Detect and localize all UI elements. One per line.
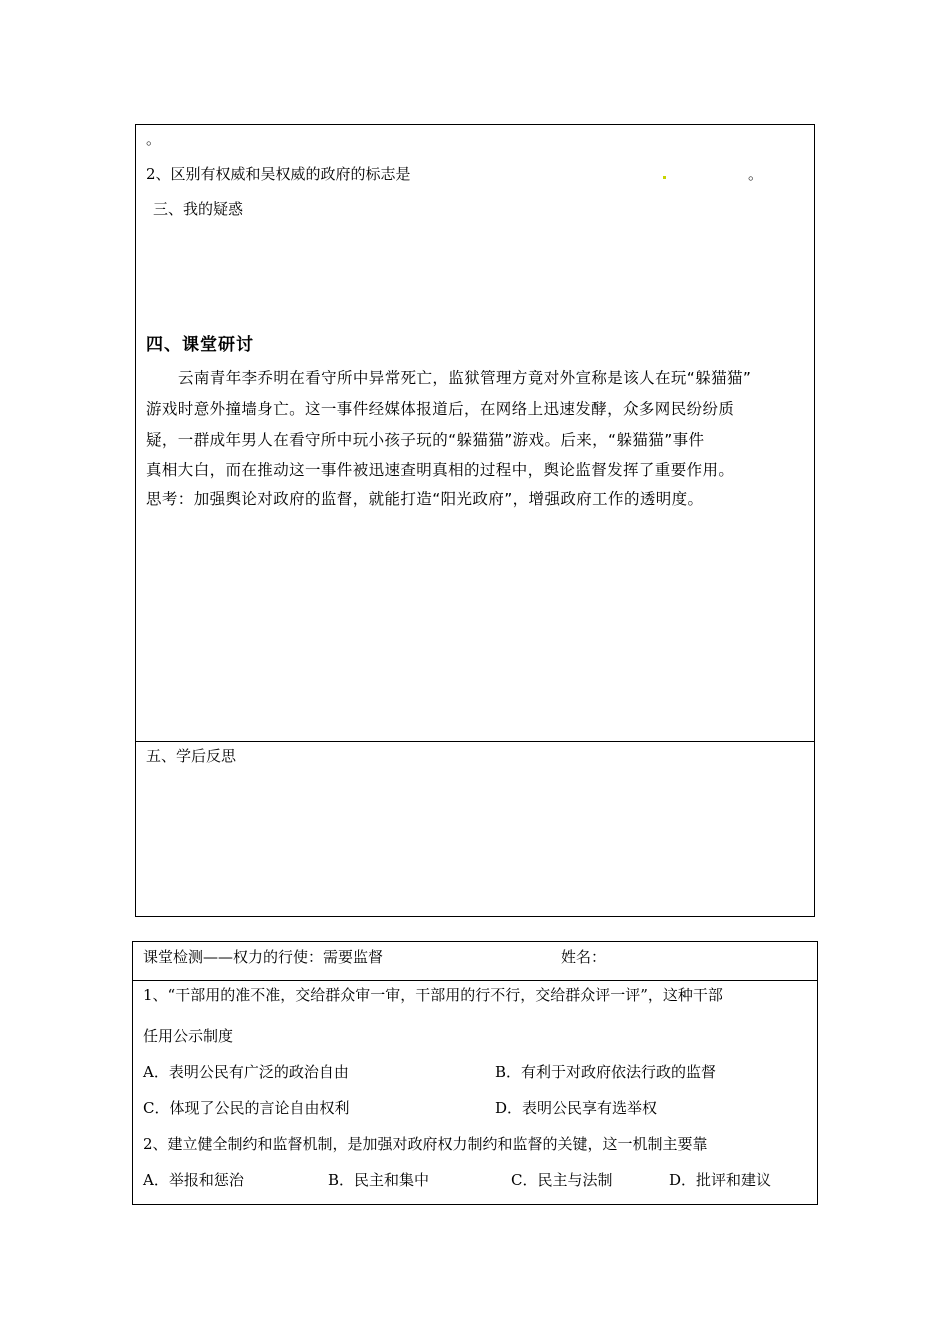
test-question-1-line-1: 1、“干部用的准不准，交给群众审一审，干部用的行不行，交给群众评一评”，这种干部 — [143, 986, 723, 1004]
section-3-heading: 三、我的疑惑 — [153, 200, 244, 218]
q2-option-d: D．批评和建议 — [669, 1171, 772, 1189]
q1-option-d: D．表明公民享有选举权 — [495, 1099, 658, 1117]
discussion-line-2: 游戏时意外撞墙身亡。这一事件经媒体报道后，在网络上迅速发酵，众多网民纷纷质 — [146, 400, 735, 418]
discussion-line-3: 疑，一群成年男人在看守所中玩小孩子玩的“躲猫猫”游戏。后来，“躲猫猫”事件 — [146, 431, 705, 449]
q1-option-b: B．有利于对政府依法行政的监督 — [495, 1063, 717, 1081]
test-question-1-line-2: 任用公示制度 — [143, 1027, 234, 1045]
q1-option-a: A．表明公民有广泛的政治自由 — [143, 1063, 349, 1081]
class-test-box — [132, 941, 818, 1205]
section-5-heading: 五、学后反思 — [146, 747, 237, 765]
question-2-text: 2、区别有权威和吴权威的政府的标志是 — [146, 165, 411, 183]
discussion-line-4: 真相大白，而在推动这一事件被迅速查明真相的过程中，舆论监督发挥了重要作用。 — [146, 461, 735, 479]
discussion-line-5: 思考：加强舆论对政府的监督，就能打造“阳光政府”，增强政府工作的透明度。 — [146, 490, 704, 508]
test-question-2: 2、建立健全制约和监督机制，是加强对政府权力制约和监督的关键，这一机制主要靠 — [143, 1135, 708, 1153]
header-divider — [133, 980, 817, 981]
leading-mark: 。 — [146, 130, 162, 148]
reflection-box — [135, 741, 815, 917]
discussion-line-1: 云南青年李乔明在看守所中异常死亡，监狱管理方竟对外宣称是该人在玩“躲猫猫” — [178, 369, 752, 387]
q2-option-a: A．举报和惩治 — [143, 1171, 244, 1189]
name-label: 姓名： — [561, 948, 607, 966]
q2-option-c: C．民主与法制 — [511, 1171, 613, 1189]
decorative-dot — [663, 176, 666, 179]
q2-option-b: B．民主和集中 — [328, 1171, 430, 1189]
question-2-end: 。 — [748, 165, 764, 183]
upper-study-box — [135, 124, 815, 742]
section-4-heading: 四、课堂研讨 — [146, 335, 254, 355]
q1-option-c: C．体现了公民的言论自由权利 — [143, 1099, 350, 1117]
test-title: 课堂检测——权力的行使：需要监督 — [143, 948, 384, 966]
